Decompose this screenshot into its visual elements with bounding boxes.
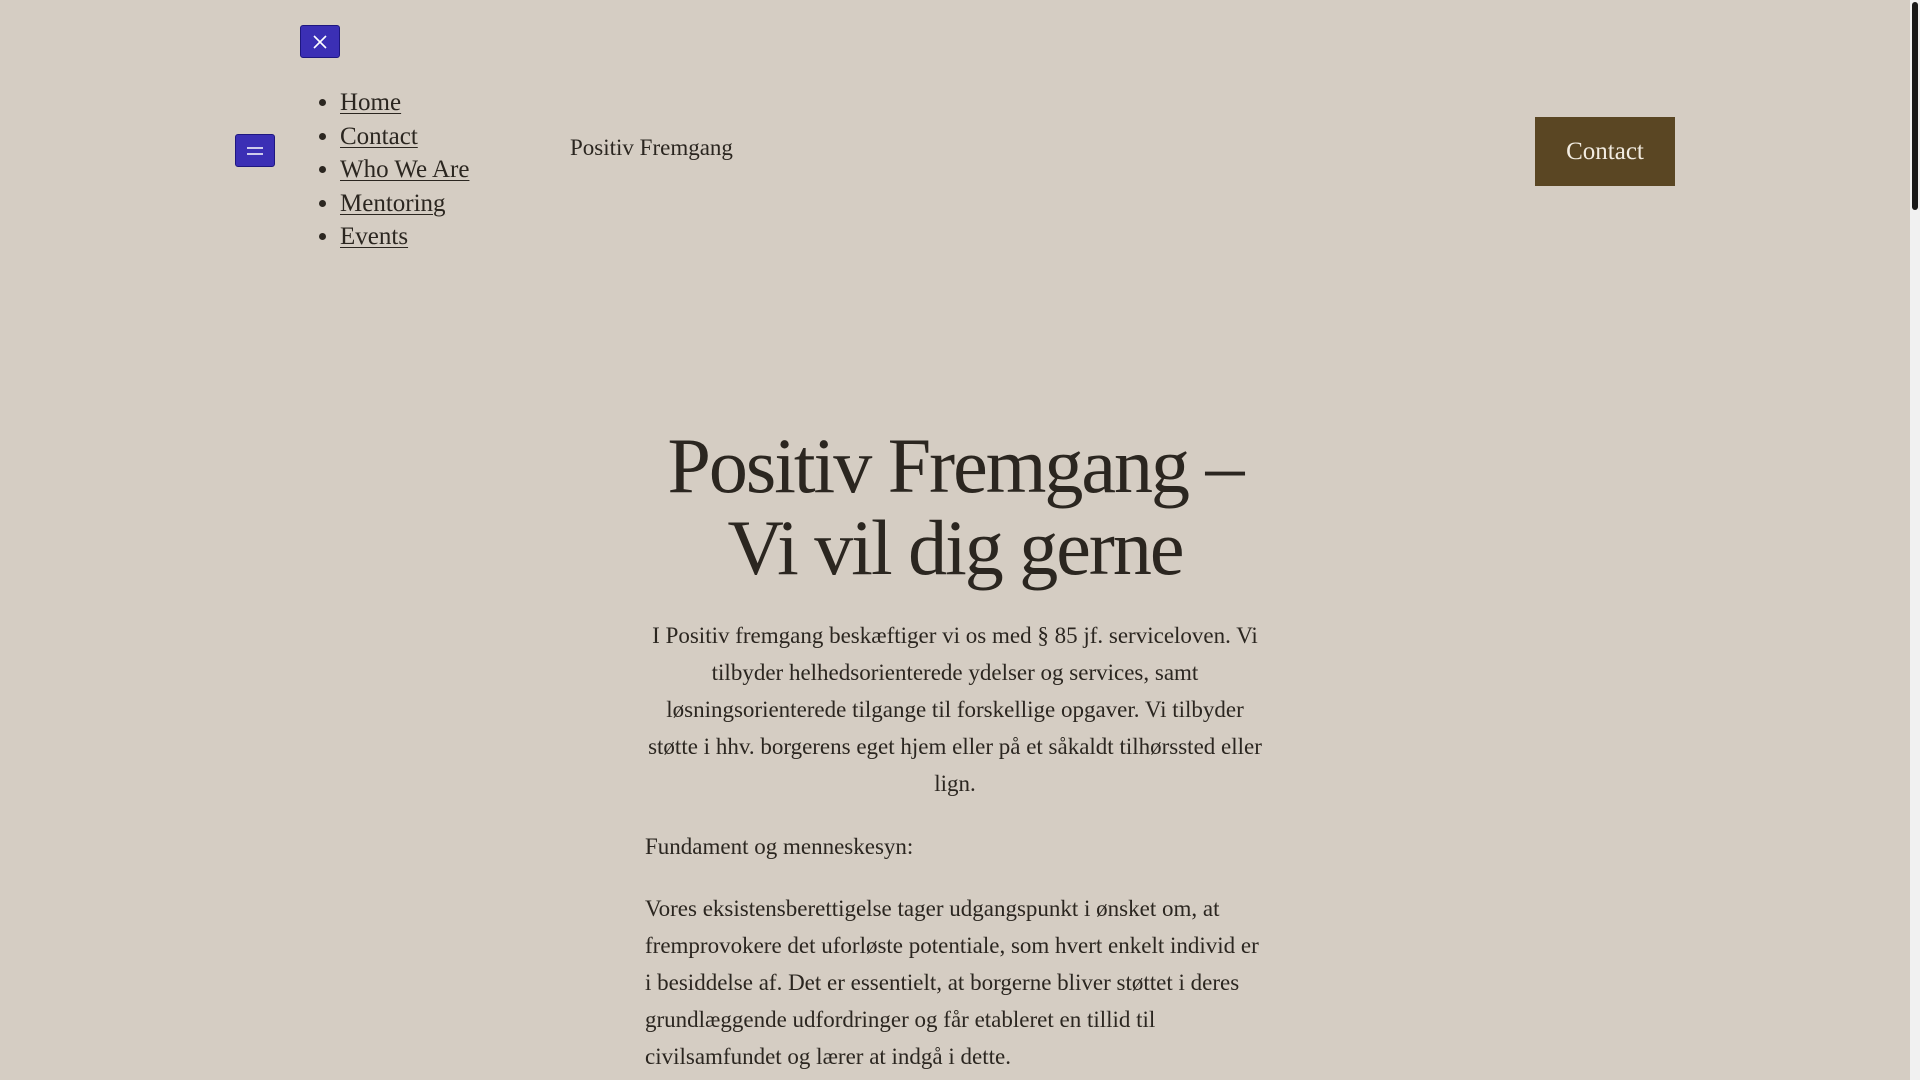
main-content (645, 422, 1265, 1080)
close-menu-button[interactable] (300, 25, 340, 58)
open-menu-button[interactable] (235, 134, 275, 167)
contact-button[interactable]: Contact (1535, 117, 1675, 186)
body-paragraph: Vores eksistensberettigelse tager udgangspunkt i ønsket om, at fremprovokere det uforløste potentiale, som hvert enkelt individ er i besiddelse af. Det er essentielt, at borgerne bliver støttet i deres grundlæggende udfordringer og får etableret en tillid til civilsamfundet og lærer at indgå i dette. (645, 896, 1259, 1069)
nav-item-who-we-are (340, 153, 469, 187)
nav-link-home[interactable]: Home (340, 89, 402, 116)
nav-item-mentoring (340, 187, 469, 221)
nav-link-mentoring[interactable]: Mentoring (340, 189, 446, 217)
intro-paragraph: I Positiv fremgang beskæftiger vi os med § 85 jf. serviceloven. Vi tilbyder helhedsorienterede ydelser og services, samt løsningsorienterede tilgange til forskellige opgaver. Vi tilbyder støtte i hhv. borgerens eget hjem eller på et såkaldt tilhørssted eller lign. (648, 623, 1262, 796)
nav-link-events[interactable]: Events (340, 223, 409, 250)
nav-link-contact[interactable]: Contact (340, 122, 418, 150)
close-icon (313, 35, 327, 49)
scrollbar-thumb[interactable] (1912, 2, 1918, 210)
nav-link-who-we-are[interactable]: Who We Are (340, 156, 470, 183)
site-title[interactable]: Positiv Fremgang (570, 135, 733, 160)
nav-item-contact (340, 120, 469, 154)
navigation-menu (340, 86, 469, 254)
nav-item-home (340, 86, 469, 120)
hamburger-icon (247, 146, 263, 156)
page-heading: Positiv Fremgang – Vi vil dig gerne (667, 422, 1243, 591)
section-subheading: Fundament og menneskesyn: (645, 834, 914, 859)
nav-item-events (340, 220, 469, 254)
